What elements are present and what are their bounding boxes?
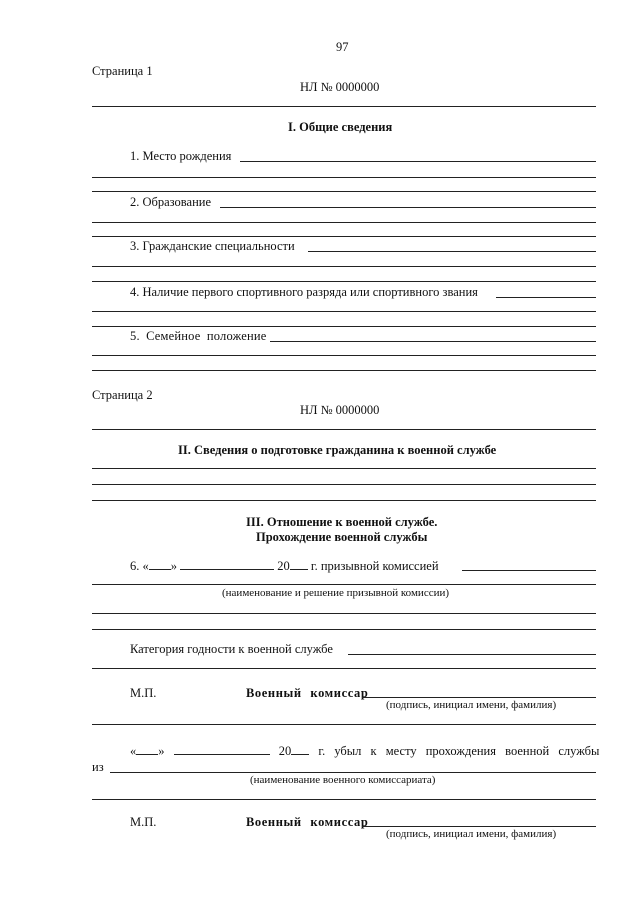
section1-title: I. Общие сведения	[288, 120, 393, 134]
commissar-signature-line[interactable]	[362, 826, 596, 827]
fitness-label: Категория годности к военной службе	[130, 642, 333, 656]
month-blank[interactable]	[180, 558, 274, 570]
field-specialties-label: 3. Гражданские специальности	[130, 239, 295, 253]
commission-line[interactable]	[462, 570, 596, 571]
commission-caption: (наименование и решение призывной комиссии)	[222, 587, 450, 599]
page-number: 97	[336, 40, 349, 54]
row6-number: 6.	[130, 559, 140, 573]
year-blank[interactable]	[291, 743, 309, 755]
page2-label: Страница 2	[92, 388, 153, 402]
blank-line[interactable]	[92, 281, 596, 282]
commissariat-caption: (наименование военного комиссариата)	[250, 774, 436, 786]
year-prefix: 20	[278, 744, 292, 758]
blank-line[interactable]	[92, 484, 596, 485]
row6	[130, 558, 439, 574]
blank-line[interactable]	[92, 584, 596, 585]
commissar-label: Военный комиссар	[246, 686, 369, 700]
field-sports-rank-line[interactable]	[496, 297, 596, 298]
blank-line[interactable]	[92, 724, 596, 725]
departed-row	[130, 743, 599, 759]
year-blank[interactable]	[290, 558, 308, 570]
blank-line[interactable]	[92, 236, 596, 237]
divider	[92, 429, 596, 430]
blank-line[interactable]	[92, 500, 596, 501]
year-prefix: 20	[277, 559, 290, 573]
commissar-label: Военный комиссар	[246, 815, 369, 829]
field-marital-label: 5. Семейное положение	[130, 329, 267, 343]
field-marital-line[interactable]	[270, 341, 596, 342]
blank-line[interactable]	[92, 799, 596, 800]
section3-title-line2: Прохождение военной службы	[256, 530, 428, 544]
field-sports-rank-label: 4. Наличие первого спортивного разряда или спортивного звания	[130, 285, 478, 299]
blank-line[interactable]	[92, 191, 596, 192]
page1-label: Страница 1	[92, 64, 153, 78]
quote-open: «	[130, 744, 137, 758]
blank-line[interactable]	[92, 355, 596, 356]
quote-close: »	[170, 559, 177, 573]
day-blank[interactable]	[136, 743, 158, 755]
field-birthplace-line[interactable]	[240, 161, 596, 162]
section2-title: II. Сведения о подготовке гражданина к военной службе	[178, 443, 497, 457]
quote-open: «	[142, 559, 149, 573]
signature-caption: (подпись, инициал имени, фамилия)	[386, 699, 557, 711]
blank-line[interactable]	[92, 668, 596, 669]
page2-doc-number: НЛ № 0000000	[300, 403, 380, 417]
month-blank[interactable]	[174, 743, 270, 755]
blank-line[interactable]	[92, 629, 596, 630]
blank-line[interactable]	[92, 311, 596, 312]
from-label: из	[92, 760, 104, 774]
blank-line[interactable]	[92, 266, 596, 267]
quote-close: »	[158, 744, 165, 758]
signature-caption: (подпись, инициал имени, фамилия)	[386, 828, 557, 840]
departed-suffix: г. убыл к месту прохождения военной службы	[318, 744, 600, 758]
blank-line[interactable]	[92, 613, 596, 614]
page1-doc-number: НЛ № 0000000	[300, 80, 380, 94]
field-education-line[interactable]	[220, 207, 596, 208]
divider	[92, 106, 596, 107]
section3-title-line1: III. Отношение к военной службе.	[246, 515, 438, 529]
blank-line[interactable]	[92, 468, 596, 469]
blank-line[interactable]	[92, 177, 596, 178]
blank-line[interactable]	[92, 370, 596, 371]
blank-line[interactable]	[92, 222, 596, 223]
row6-suffix: г. призывной комиссией	[310, 559, 439, 573]
field-specialties-line[interactable]	[308, 251, 596, 252]
commissariat-line[interactable]	[110, 772, 596, 773]
stamp-label: М.П.	[130, 815, 157, 829]
day-blank[interactable]	[149, 558, 171, 570]
field-education-label: 2. Образование	[130, 195, 212, 209]
stamp-label: М.П.	[130, 686, 157, 700]
field-birthplace-label: 1. Место рождения	[130, 149, 232, 163]
commissar-signature-line[interactable]	[362, 697, 596, 698]
fitness-line[interactable]	[348, 654, 596, 655]
blank-line[interactable]	[92, 326, 596, 327]
